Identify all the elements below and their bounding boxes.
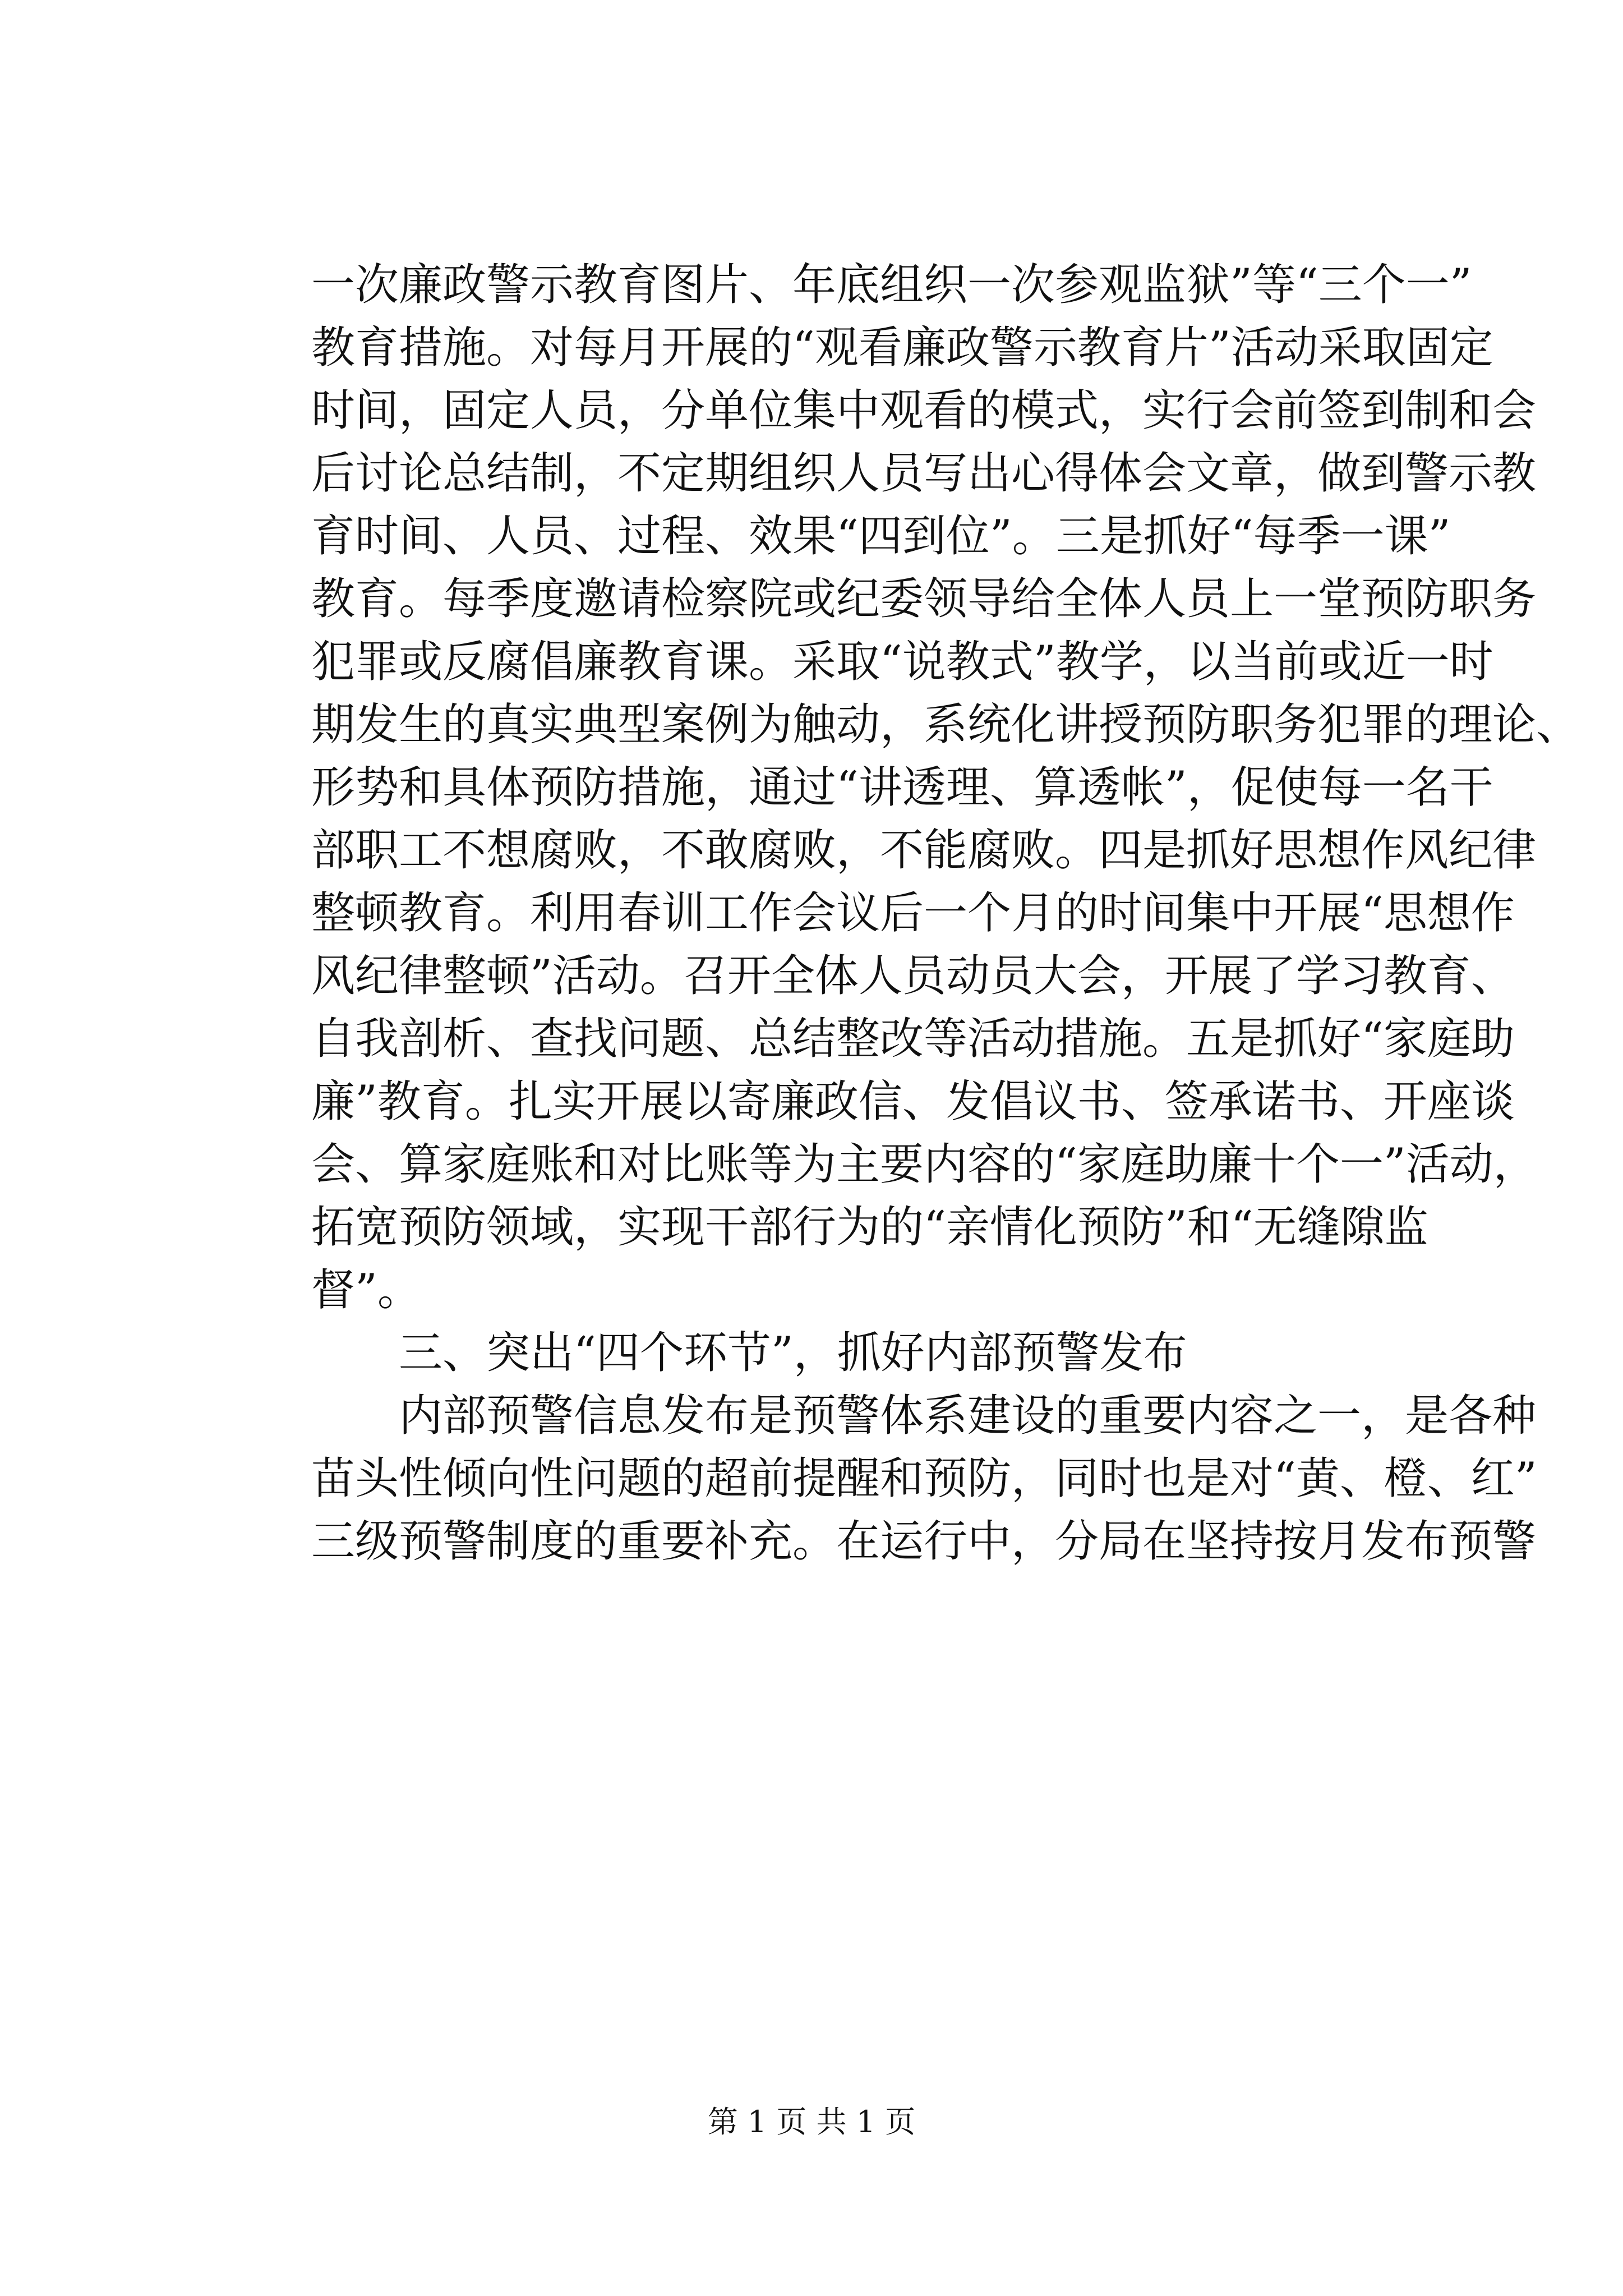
- text-line: 苗头性倾向性问题的超前提醒和预防，同时也是对“黄、橙、红”: [311, 1453, 1537, 1504]
- text-line: 形势和具体预防措施，通过“讲透理、算透帐”，促使每一名干: [311, 762, 1493, 813]
- text-line: 时间，固定人员，分单位集中观看的模式，实行会前签到制和会: [311, 385, 1537, 436]
- text-line: 风纪律整顿”活动。召开全体人员动员大会，开展了学习教育、: [311, 951, 1515, 1001]
- document-body: [311, 254, 1580, 1573]
- text-line: 一次廉政警示教育图片、年底组织一次参观监狱”等“三个一”: [311, 260, 1472, 310]
- text-line: 内部预警信息发布是预警体系建设的重要内容之一，是各种: [311, 1391, 1537, 1441]
- text-line: 教育。每季度邀请检察院或纪委领导给全体人员上一堂预防职务: [311, 574, 1537, 624]
- text-line: 廉”教育。扎实开展以寄廉政信、发倡议书、签承诺书、开座谈: [311, 1076, 1515, 1127]
- text-line: 部职工不想腐败，不敢腐败，不能腐败。四是抓好思想作风纪律: [311, 825, 1537, 876]
- text-line: 自我剖析、查找问题、总结整改等活动措施。五是抓好“家庭助: [311, 1014, 1515, 1064]
- text-line: 犯罪或反腐倡廉教育课。采取“说教式”教学，以当前或近一时: [311, 637, 1493, 687]
- text-line: 期发生的真实典型案例为触动，系统化讲授预防职务犯罪的理论、: [311, 700, 1580, 750]
- text-line: 教育措施。对每月开展的“观看廉政警示教育片”活动采取固定: [311, 323, 1493, 373]
- text-line: 育时间、人员、过程、效果“四到位”。三是抓好“每季一课”: [311, 511, 1451, 562]
- text-line: 三级预警制度的重要补充。在运行中，分局在坚持按月发布预警: [311, 1516, 1537, 1567]
- section-heading: 三、突出“四个环节”，抓好内部预警发布: [311, 1328, 1187, 1378]
- text-line: 拓宽预防领域，实现干部行为的“亲情化预防”和“无缝隙监: [311, 1202, 1428, 1253]
- text-line: 整顿教育。利用春训工作会议后一个月的时间集中开展“思想作: [311, 888, 1515, 938]
- page-footer: 第 1 页 共 1 页: [707, 2104, 916, 2139]
- text-line: 后讨论总结制，不定期组织人员写出心得体会文章，做到警示教: [311, 448, 1537, 499]
- text-line: 督”。: [311, 1265, 421, 1315]
- text-line: 会、算家庭账和对比账等为主要内容的“家庭助廉十个一”活动，: [311, 1139, 1537, 1190]
